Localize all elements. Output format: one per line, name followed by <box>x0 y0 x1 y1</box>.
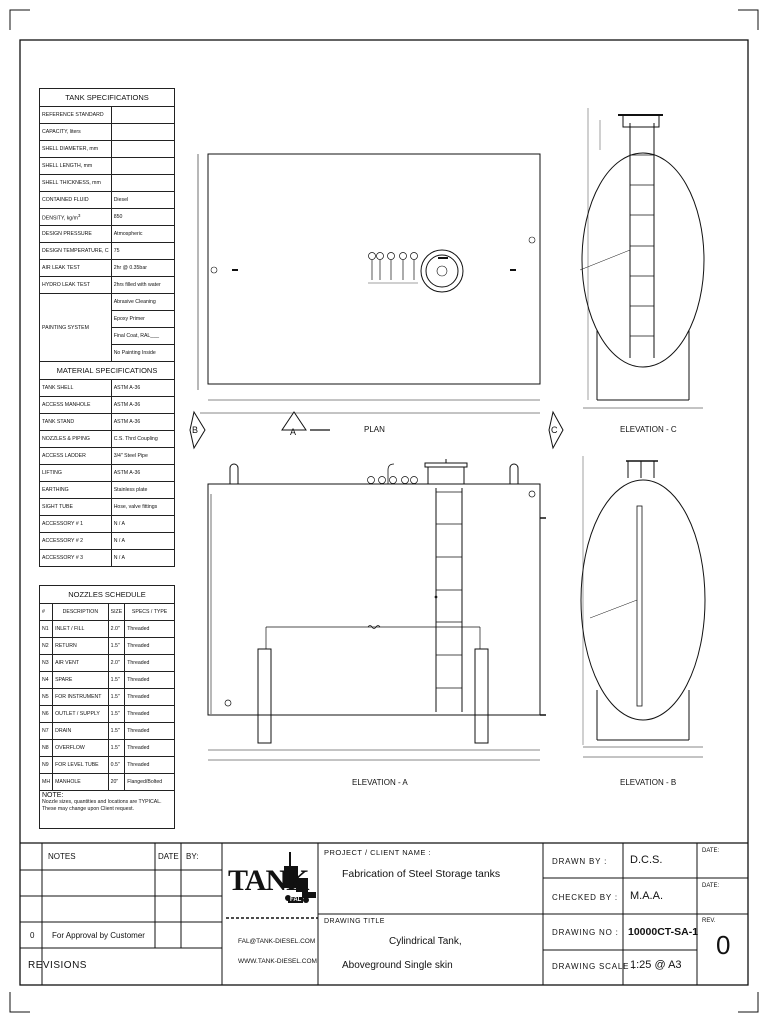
revision-description: For Approval by Customer <box>52 931 145 940</box>
plan-view <box>198 154 540 430</box>
drawing-title-label: DRAWING TITLE <box>324 918 385 925</box>
painting-value: Abrasive Cleaning <box>111 294 174 311</box>
nozzles-schedule-table <box>39 585 175 829</box>
nozzle-id: N8 <box>40 740 53 757</box>
nozzle-col-header: SIZE <box>108 604 125 621</box>
drawing-title-line2: Aboveground Single skin <box>342 960 453 971</box>
tank-spec-title: TANK SPECIFICATIONS <box>40 89 175 107</box>
nozzle-desc: OUTLET / SUPPLY <box>53 706 109 723</box>
elevation-b-label: ELEVATION - B <box>620 778 677 787</box>
spec-value <box>111 141 174 158</box>
date-label-2: DATE: <box>702 883 720 889</box>
plan-label: PLAN <box>364 425 385 434</box>
nozzle-size: 2.0" <box>108 655 125 672</box>
date-label-1: DATE: <box>702 848 720 854</box>
material-label: TANK SHELL <box>40 380 112 397</box>
project-label: PROJECT / CLIENT NAME : <box>324 848 432 857</box>
nozzle-type: Threaded <box>125 706 175 723</box>
nozzle-type: Threaded <box>125 740 175 757</box>
crop-mark-tr <box>738 10 758 30</box>
elevation-c-view <box>580 108 704 408</box>
nozzle-size: 0.5" <box>108 757 125 774</box>
revisions-label: REVISIONS <box>28 960 87 971</box>
nozzle-id: N5 <box>40 689 53 706</box>
elevation-c-label: ELEVATION - C <box>620 425 677 434</box>
material-value: C.S. Thrd Coupling <box>111 431 174 448</box>
nozzle-id: MH <box>40 774 53 791</box>
drawing-title-line1: Cylindrical Tank, <box>389 936 462 947</box>
material-spec-title: MATERIAL SPECIFICATIONS <box>40 362 175 380</box>
material-value: ASTM A-36 <box>111 465 174 482</box>
drawing-no-value: 10000CT-SA-1 <box>628 926 699 938</box>
nozzle-note-cell <box>40 791 175 829</box>
nozzle-size: 1.5" <box>108 672 125 689</box>
spec-value <box>111 175 174 192</box>
company-email: FAL@TANK-DIESEL.COM <box>238 938 316 945</box>
material-value: N / A <box>111 533 174 550</box>
spec-label: CAPACITY, liters <box>40 124 112 141</box>
nozzle-size: 20" <box>108 774 125 791</box>
logo-subtext: FAL <box>290 897 302 903</box>
material-value: N / A <box>111 516 174 533</box>
material-label: ACCESSORY # 2 <box>40 533 112 550</box>
spec-label: SHELL THICKNESS, mm <box>40 175 112 192</box>
nozzle-col-header: DESCRIPTION <box>53 604 109 621</box>
project-name: Fabrication of Steel Storage tanks <box>342 868 501 880</box>
painting-system-label: PAINTING SYSTEM <box>40 294 112 362</box>
revision-number: 0 <box>30 931 35 940</box>
elevation-a-view <box>208 459 546 760</box>
nozzle-type: Threaded <box>125 689 175 706</box>
by-header: BY: <box>186 852 199 861</box>
crop-mark-bl <box>10 992 30 1012</box>
company-website: WWW.TANK-DIESEL.COM <box>238 958 317 965</box>
elevation-b-view <box>581 456 705 757</box>
nozzle-type: Threaded <box>125 672 175 689</box>
spec-label: REFERENCE STANDARD <box>40 107 112 124</box>
nozzle-size: 1.5" <box>108 689 125 706</box>
note-line: These may change upon Client request. <box>42 806 134 812</box>
nozzle-desc: AIR VENT <box>53 655 109 672</box>
notes-header: NOTES <box>48 852 76 861</box>
nozzle-size: 1.5" <box>108 638 125 655</box>
material-value: ASTM A-36 <box>111 397 174 414</box>
note-line: Nozzle sizes, quantities and locations are TYPICAL. <box>42 799 162 805</box>
spec-value: Atmospheric <box>111 226 174 243</box>
painting-value: Epoxy Primer <box>111 311 174 328</box>
density-label: DENSITY, kg/m <box>42 215 78 222</box>
nozzle-desc: OVERFLOW <box>53 740 109 757</box>
marker-c-label: C <box>551 425 558 435</box>
rev-value: 0 <box>716 930 731 960</box>
material-value: ASTM A-36 <box>111 380 174 397</box>
nozzle-id: N3 <box>40 655 53 672</box>
nozzle-type: Threaded <box>125 621 175 638</box>
nozzle-size: 1.5" <box>108 740 125 757</box>
nozzle-type: Flanged/Bolted <box>125 774 175 791</box>
material-value: N / A <box>111 550 174 567</box>
checked-by-value: M.A.A. <box>630 890 664 902</box>
spec-label <box>40 209 112 226</box>
rev-label: REV. <box>702 918 716 924</box>
nozzle-id: N1 <box>40 621 53 638</box>
nozzle-type: Threaded <box>125 757 175 774</box>
nozzle-desc: SPARE <box>53 672 109 689</box>
spec-value: 2hrs filled with water <box>111 277 174 294</box>
spec-value: 850 <box>111 209 174 226</box>
spec-value <box>111 107 174 124</box>
drawing-no-label: DRAWING NO : <box>552 928 619 937</box>
spec-label: CONTAINED FLUID <box>40 192 112 209</box>
material-label: TANK STAND <box>40 414 112 431</box>
nozzle-type: Threaded <box>125 723 175 740</box>
nozzle-id: N7 <box>40 723 53 740</box>
drawn-by-value: D.C.S. <box>630 854 663 866</box>
nozzle-desc: RETURN <box>53 638 109 655</box>
spec-value <box>111 124 174 141</box>
material-label: ACCESSORY # 1 <box>40 516 112 533</box>
material-value: 3/4" Steel Pipe <box>111 448 174 465</box>
nozzle-size: 1.5" <box>108 706 125 723</box>
checked-by-label: CHECKED BY : <box>552 893 618 902</box>
crop-mark-br <box>738 992 758 1012</box>
spec-value: 2hr @ 0.35bar <box>111 260 174 277</box>
nozzle-id: N9 <box>40 757 53 774</box>
nozzle-size: 2.0" <box>108 621 125 638</box>
material-label: ACCESSORY # 3 <box>40 550 112 567</box>
nozzle-size: 1.5" <box>108 723 125 740</box>
material-value: ASTM A-36 <box>111 414 174 431</box>
material-label: NOZZLES & PIPING <box>40 431 112 448</box>
drawing-scale-label: DRAWING SCALE : <box>552 962 636 971</box>
spec-label: DESIGN TEMPERATURE, C <box>40 243 112 260</box>
nozzle-col-header: # <box>40 604 53 621</box>
crop-mark-tl <box>10 10 30 30</box>
painting-value: No Painting Inside <box>111 345 174 362</box>
drawing-scale-value: 1:25 @ A3 <box>630 959 682 971</box>
nozzle-desc: FOR LEVEL TUBE <box>53 757 109 774</box>
marker-b-label: B <box>192 425 199 435</box>
material-label: ACCESS LADDER <box>40 448 112 465</box>
nozzle-col-header: SPECS / TYPE <box>125 604 175 621</box>
material-label: LIFTING <box>40 465 112 482</box>
material-value: Hose, valve fittings <box>111 499 174 516</box>
density-superscript: 3 <box>77 212 81 218</box>
nozzle-type: Threaded <box>125 655 175 672</box>
spec-value <box>111 158 174 175</box>
spec-label: HYDRO LEAK TEST <box>40 277 112 294</box>
nozzle-id: N4 <box>40 672 53 689</box>
elevation-a-label: ELEVATION - A <box>352 778 408 787</box>
date-header: DATE <box>158 852 179 861</box>
nozzle-id: N2 <box>40 638 53 655</box>
nozzle-desc: FOR INSTRUMENT <box>53 689 109 706</box>
drawn-by-label: DRAWN BY : <box>552 857 608 866</box>
material-label: ACCESS MANHOLE <box>40 397 112 414</box>
spec-value: Diesel <box>111 192 174 209</box>
nozzles-title: NOZZLES SCHEDULE <box>40 586 175 604</box>
material-value: Stainless plate <box>111 482 174 499</box>
painting-value: Final Coat, RAL___ <box>111 328 174 345</box>
logo-text: TANK <box>228 864 309 897</box>
material-label: EARTHING <box>40 482 112 499</box>
spec-label: DESIGN PRESSURE <box>40 226 112 243</box>
spec-label: AIR LEAK TEST <box>40 260 112 277</box>
tank-specifications-table <box>39 88 175 567</box>
nozzle-type: Threaded <box>125 638 175 655</box>
spec-label: SHELL DIAMETER, mm <box>40 141 112 158</box>
nozzle-desc: MANHOLE <box>53 774 109 791</box>
spec-label: SHELL LENGTH, mm <box>40 158 112 175</box>
nozzle-desc: DRAIN <box>53 723 109 740</box>
material-label: SIGHT TUBE <box>40 499 112 516</box>
nozzle-id: N6 <box>40 706 53 723</box>
note-title: NOTE: <box>42 792 64 799</box>
spec-value: 75 <box>111 243 174 260</box>
marker-a-label: A <box>290 427 297 437</box>
nozzle-desc: INLET / FILL <box>53 621 109 638</box>
